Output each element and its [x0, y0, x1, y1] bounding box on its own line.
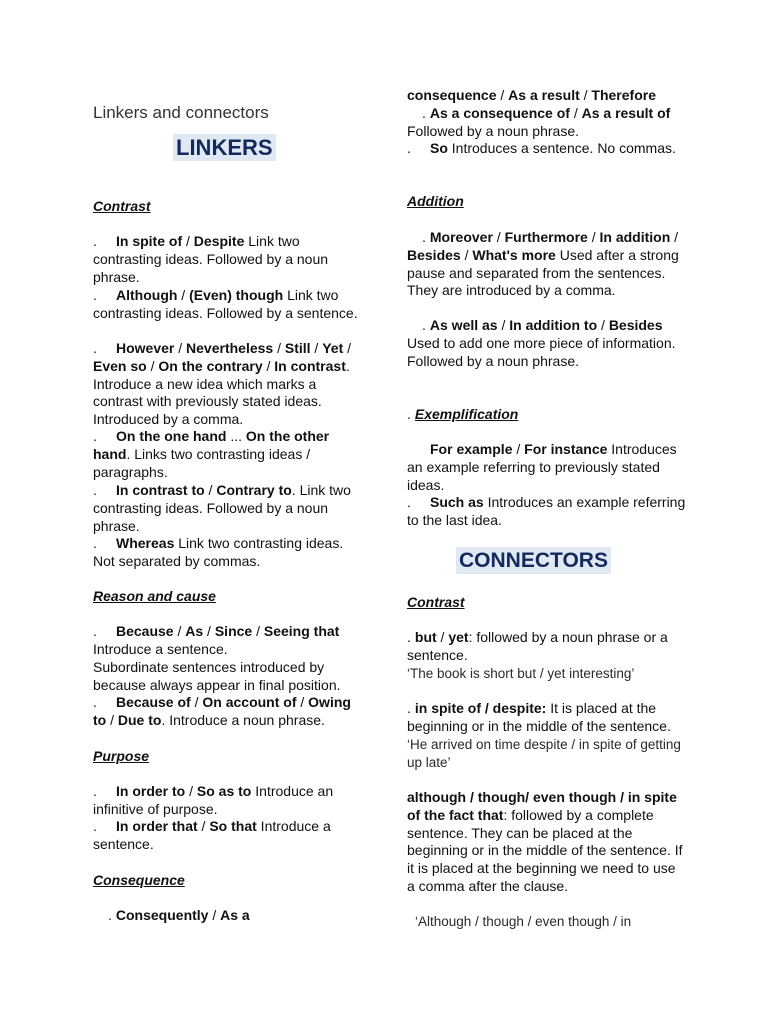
- list-item: . in spite of / despite: It is placed at the beginning or in the middle of the sentence.: [407, 700, 671, 734]
- list-item: For example / For instance Introduces an example referring to previously stated ideas.: [407, 441, 677, 493]
- list-item: . In spite of / Despite Link two contrasting ideas. Followed by a noun phrase.: [93, 233, 329, 285]
- list-item: . Because / As / Since / Seeing that Introduce a sentence.: [93, 623, 340, 657]
- list-item: although / though/ even though / in spite of the fact that: followed by a complete sentence. They can be placed at the beginning or in the middle of the sentence. If it is placed at the beginning we need to use a comma after the clause.: [407, 789, 683, 894]
- list-item: . Consequently / As a: [108, 907, 250, 923]
- list-item: . So Introduces a sentence. No commas.: [407, 140, 676, 156]
- list-item: . As a consequence of / As a result of Followed by a noun phrase.: [407, 105, 671, 139]
- section-heading-exemplification: . Exemplification: [407, 406, 519, 422]
- example-sentence: ‘Although / though / even though / in: [415, 914, 632, 929]
- list-item: consequence / As a result / Therefore: [407, 87, 656, 103]
- list-item: . In contrast to / Contrary to. Link two contrasting ideas. Followed by a noun phrase.: [93, 482, 351, 534]
- list-item: . As well as / In addition to / Besides Used to add one more piece of information. Followed by a noun phrase.: [407, 317, 676, 369]
- section-heading-consequence: Consequence: [93, 872, 185, 888]
- list-item: . Although / (Even) though Link two contrasting ideas. Followed by a sentence.: [93, 287, 358, 321]
- connectors-banner: CONNECTORS: [456, 547, 611, 574]
- example-sentence: ‘He arrived on time despite / in spite of getting up late’: [407, 737, 681, 770]
- example-sentence: ‘The book is short but / yet interesting’: [407, 666, 635, 681]
- section-heading-contrast: Contrast: [93, 198, 151, 214]
- section-heading-reason: Reason and cause: [93, 588, 216, 604]
- list-item: . but / yet: followed by a noun phrase or a sentence.: [407, 629, 668, 663]
- note-text: Subordinate sentences introduced by because always appear in final position.: [93, 659, 341, 693]
- section-heading-connectors-contrast: Contrast: [407, 594, 465, 610]
- list-item: . Whereas Link two contrasting ideas. Not separated by commas.: [93, 535, 344, 569]
- linkers-banner: LINKERS: [173, 134, 276, 161]
- list-item: . Because of / On account of / Owing to / Due to. Introduce a noun phrase.: [93, 694, 351, 728]
- section-heading-addition: Addition: [407, 193, 464, 209]
- list-item: . However / Nevertheless / Still / Yet / Even so / On the contrary / In contrast. Introduce a new idea which marks a contrast with previously stated ideas. Introduced by a comma.: [93, 340, 352, 428]
- list-item: . Moreover / Furthermore / In addition / Besides / What's more Used after a strong pause and separated from the sentences. They are introduced by a comma.: [407, 229, 679, 299]
- document-title: Linkers and connectors: [93, 103, 269, 122]
- list-item: . On the one hand ... On the other hand. Links two contrasting ideas / paragraphs.: [93, 428, 330, 480]
- list-item: . Such as Introduces an example referring to the last idea.: [407, 494, 686, 528]
- list-item: . In order to / So as to Introduce an infinitive of purpose.: [93, 783, 334, 817]
- section-heading-purpose: Purpose: [93, 748, 150, 764]
- list-item: . In order that / So that Introduce a sentence.: [93, 818, 331, 852]
